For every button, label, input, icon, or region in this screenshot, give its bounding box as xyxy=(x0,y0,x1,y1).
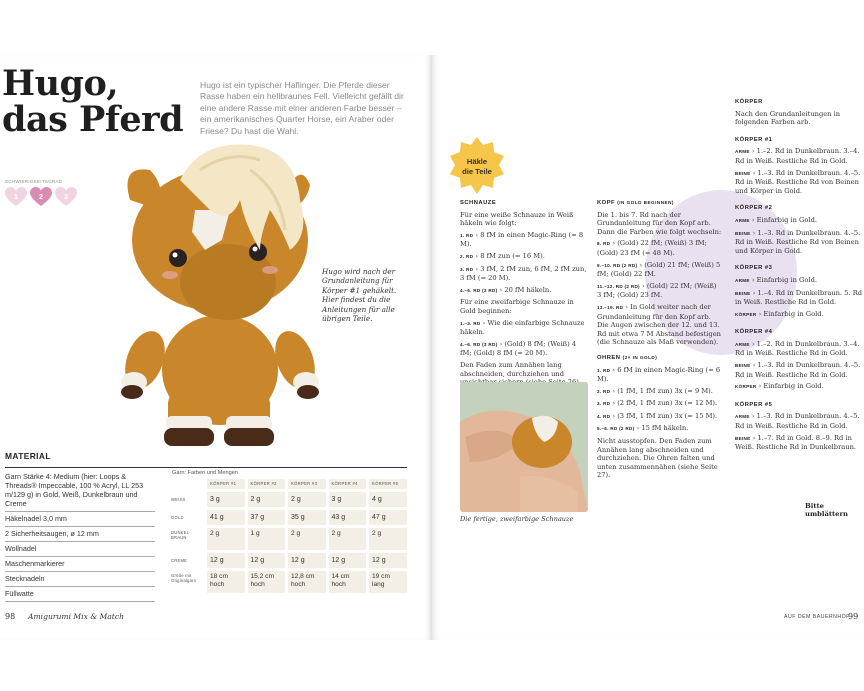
schnauze-row-separator: › xyxy=(497,339,505,348)
table-cell: 2 g xyxy=(288,492,326,507)
table-row-label: GOLD xyxy=(171,515,184,520)
title-line-1: Hugo, xyxy=(2,63,119,104)
table-cell: 2 g xyxy=(288,528,326,550)
koerper-line-part: ARME xyxy=(735,217,750,223)
koerper-line-text: 1.–2. Rd in Dunkelbraun. 3.–4. Rd in Weiß. Restliche Rd in Gold. xyxy=(735,147,860,165)
koerper-line-text: 1.–4. Rd in Dunkelbraun. 5. Rd in Weiß. Restliche Rd in Gold. xyxy=(735,288,863,307)
table-cell: 47 g xyxy=(369,510,407,525)
koerper-line xyxy=(735,289,863,307)
page-title xyxy=(2,63,184,140)
schnauze-row-text: (Gold) 8 fM; (Weiß) 4 fM; (Gold) 8 fM (= 20 M). xyxy=(460,339,577,358)
schnauze-row xyxy=(460,252,588,262)
snout-caption: Die fertige, zweifarbige Schnauze xyxy=(460,515,574,523)
ohren-row xyxy=(597,412,722,422)
koerper-line xyxy=(735,382,863,392)
kopf-heading-text: KOPF xyxy=(597,200,616,206)
koerper-line xyxy=(735,147,863,165)
difficulty-rating xyxy=(5,187,77,207)
table-header: KÖRPER #2 xyxy=(248,479,286,489)
schnauze-row-text: 8 fM zun (= 16 M). xyxy=(480,251,545,260)
table-cell: 2 g xyxy=(329,528,367,550)
kopf-row-separator: › xyxy=(623,302,631,311)
badge-line-2: die Teile xyxy=(462,166,492,176)
koerper-line-part: KÖRPER xyxy=(735,384,757,390)
material-heading: MATERIAL xyxy=(5,451,51,461)
ohren-row-separator: › xyxy=(634,424,642,433)
kopf-row xyxy=(597,282,722,300)
kopf-row-text: (Gold) 22 fM; (Weiß) 3 fM; (Gold) 23 fM. xyxy=(597,281,717,300)
koerper-line-part: KÖRPER xyxy=(735,311,757,317)
koerper-line-text: Einfarbig in Gold. xyxy=(763,309,824,318)
table-cell: 12 g xyxy=(207,553,245,568)
material-item: Garn Stärke 4: Medium (hier: Loops & Threads® Impeccable, 100 % Acryl, LL 253 m/129 g) in Gold, Weiß, Dunkelbraun und Creme xyxy=(5,470,155,512)
kopf-row-round: 13.–19. RD xyxy=(597,304,624,310)
koerper-line-separator: › xyxy=(750,168,758,177)
koerper-line-text: 1.–3. Rd in Dunkelbraun. 4.–5. Rd in Weiß. Restliche Rd von Beinen und Körper in Gold. xyxy=(735,168,861,195)
section-title-footer: AUF DEM BAUERNHOF xyxy=(784,614,850,620)
ohren-row xyxy=(597,399,722,409)
kopf-row-round: 8. RD xyxy=(597,241,611,247)
koerper-line xyxy=(735,434,863,452)
table-row-label: WEISS xyxy=(171,497,186,502)
kopf-intro: Die 1. bis 7. Rd nach der Grundanleitung für den Kopf arb. Dann die Farben wie folgt wechseln: xyxy=(597,210,722,236)
koerper-section xyxy=(735,401,863,452)
koerper-line-text: 1.–3. Rd in Dunkelbraun. 4.–5. Rd in Weiß. Restliche Rd in Gold. xyxy=(735,412,860,431)
kopf-row-text: (Gold) 22 fM; (Weiß) 3 fM; (Gold) 23 fM (= 48 M). xyxy=(597,239,707,257)
snout-photo-drawing xyxy=(460,382,588,512)
schnauze-rows xyxy=(460,231,588,296)
koerper-line-separator: › xyxy=(749,339,757,348)
table-corner xyxy=(168,479,204,489)
intro-paragraph: Hugo ist ein typischer Haflinger. Die Pferde dieser Rasse haben ein hellbraunes Fell. Vielleicht gefällt dir eine andere Rasse mit einer anderen Farbe besser – ein amerikanisches Quarter Horse, ein Araber oder Friese? Du hast die Wahl. xyxy=(200,80,404,136)
koerper-line-part: ARME xyxy=(735,414,750,420)
schnauze-row xyxy=(460,231,588,249)
koerper-line-separator: › xyxy=(749,215,757,224)
table-cell: 3 g xyxy=(329,492,367,507)
koerper-line-text: Einfarbig in Gold. xyxy=(756,275,817,284)
difficulty-level-text: 3 xyxy=(64,193,68,201)
table-cell: 3 g xyxy=(207,492,245,507)
koerper-section xyxy=(735,264,863,319)
schnauze-row xyxy=(460,319,588,337)
koerper-section-title: KÖRPER #5 xyxy=(735,401,773,408)
table-cell: 12 g xyxy=(329,553,367,568)
difficulty-level-text: 1 xyxy=(14,193,18,201)
ohren-row-round: 5.–6. RD (2 RD) xyxy=(597,426,635,432)
koerper-line-text: 1.–3. Rd in Dunkelbraun. 4.–5. Rd in Weiß. Restliche Rd in Gold. xyxy=(735,361,861,379)
table-row-label: CREME xyxy=(171,558,188,563)
table-cell: 43 g xyxy=(329,510,367,525)
table-cell: 14 cm hoch xyxy=(329,571,367,593)
snout-photo xyxy=(460,382,588,512)
table-cell: 12,8 cm hoch xyxy=(288,571,326,593)
ohren-row xyxy=(597,424,722,434)
ohren-row xyxy=(597,387,722,397)
ohren-row-round: 1. RD xyxy=(597,367,611,373)
photo-caption: Hugo wird nach der Grundanleitung für Körper #1 gehäkelt. Hier findest du die Anleitungen für alle übrigen Teile. xyxy=(322,267,397,324)
kopf-row xyxy=(597,239,722,257)
table-cell: 2 g xyxy=(369,528,407,550)
schnauze-intro: Für eine weiße Schnauze in Weiß häkeln wie folgt: xyxy=(460,210,574,228)
material-rule xyxy=(5,467,407,468)
material-item: Wollnadel xyxy=(5,542,155,557)
koerper-line-separator: › xyxy=(749,275,757,284)
ohren-row-separator: › xyxy=(610,399,618,408)
ohren-heading-text: OHREN xyxy=(597,354,621,361)
koerper-line xyxy=(735,216,863,226)
table-cell: 12 g xyxy=(248,553,286,568)
koerper-section xyxy=(735,136,863,196)
table-cell: 41 g xyxy=(207,510,245,525)
ohren-row-text: (1 fM, 1 fM zun) 3x (= 9 M). xyxy=(617,386,713,395)
table-cell: 35 g xyxy=(288,510,326,525)
ohren-heading-note: (2× IN GOLD) xyxy=(622,354,658,360)
koerper-heading: KÖRPER xyxy=(735,99,763,105)
ohren-outro: Nicht ausstopfen. Den Faden zum Annähen lang abschneiden und durchziehen. Die Ohren falten und unten zusammennähen (siehe Seite 27). xyxy=(597,437,718,480)
koerper-line-part: BEINE xyxy=(735,363,751,369)
table-cell: 37 g xyxy=(248,510,286,525)
schnauze-row-round: 1. RD xyxy=(460,232,474,238)
table-row-label: Größe mit Originalgarn xyxy=(171,573,197,583)
ohren-row-text: 15 fM häkeln. xyxy=(641,424,689,433)
koerper-line-part: ARME xyxy=(735,149,750,155)
difficulty-heart-icon xyxy=(5,187,27,207)
difficulty-label: SCHWIERIGKEITSGRAD xyxy=(5,179,63,184)
schnauze-row-text: 20 fM häkeln. xyxy=(504,285,552,294)
schnauze-row xyxy=(460,265,588,283)
schnauze-row-separator: › xyxy=(497,285,505,294)
table-cell: 4 g xyxy=(369,492,407,507)
table-cell: 12 g xyxy=(288,553,326,568)
schnauze-row-separator: › xyxy=(480,318,488,327)
ohren-row-text: (2 fM, 1 fM zun) 3x (= 12 M). xyxy=(617,399,718,408)
koerper-line-separator: › xyxy=(749,412,757,421)
koerper-line xyxy=(735,276,863,286)
material-item: Maschenmarkierer xyxy=(5,557,155,572)
kopf-row-round: 9.–10. RD (2 RD) xyxy=(597,262,638,268)
koerper-section-title: KÖRPER #3 xyxy=(735,265,773,272)
schnauze-row-text: 8 fM in einen Magic-Ring (= 8 M). xyxy=(460,230,584,249)
koerper-line-part: ARME xyxy=(735,277,750,283)
schnauze-row-round: 2. RD xyxy=(460,253,474,259)
ohren-row-round: 4. RD xyxy=(597,413,611,419)
koerper-column xyxy=(735,98,863,461)
table-header: KÖRPER #4 xyxy=(329,479,367,489)
schnauze-row-separator: › xyxy=(473,264,481,273)
koerper-line-part: ARME xyxy=(735,341,750,347)
badge-line-1: Häkle xyxy=(466,157,488,166)
table-cell: 1 g xyxy=(248,528,286,550)
koerper-line-text: Einfarbig in Gold. xyxy=(763,382,824,391)
koerper-line xyxy=(735,229,863,256)
ohren-row-text: 6 fM in einen Magic-Ring (= 6 M). xyxy=(597,365,721,384)
ohren-row-separator: › xyxy=(610,386,618,395)
kopf-row-text: (Gold) 21 fM; (Weiß) 5 fM; (Gold) 22 fM. xyxy=(597,260,721,279)
yarn-table-caption: Garn: Farben und Mengen xyxy=(172,470,238,476)
schnauze-row-separator: › xyxy=(473,251,481,260)
koerper-line xyxy=(735,169,863,196)
koerper-line xyxy=(735,361,863,379)
koerper-line-text: Einfarbig in Gold. xyxy=(756,215,817,224)
schnauze-outro: Den Faden zum Annähen lang abschneiden, durchziehen und xyxy=(460,360,565,378)
badge-text xyxy=(448,157,506,176)
difficulty-level-text: 2 xyxy=(39,193,43,201)
koerper-line-separator: › xyxy=(750,433,758,442)
ohren-row-round: 2. RD xyxy=(597,388,611,394)
kopf-rows xyxy=(597,239,722,347)
table-row-label: DUNKEL-BRAUN xyxy=(171,530,191,540)
kopf-row xyxy=(597,303,722,347)
schnauze-column xyxy=(460,199,588,398)
table-cell: 15,2 cm hoch xyxy=(248,571,286,593)
koerper-line-text: 1.–7. Rd in Gold. 8.–9. Rd in Weiß. Restliche Rd in Dunkelbraun. xyxy=(735,433,857,452)
koerper-line-part: BEINE xyxy=(735,170,751,176)
kopf-row-separator: › xyxy=(639,281,647,290)
schnauze-row-round: 4.–6. RD (3 RD) xyxy=(460,341,498,347)
koerper-line xyxy=(735,310,863,320)
koerper-section xyxy=(735,328,863,392)
koerper-line-separator: › xyxy=(756,309,764,318)
schnauze-row-separator: › xyxy=(473,230,481,239)
yarn-table-grid xyxy=(168,479,407,593)
koerper-section-title: KÖRPER #2 xyxy=(735,205,773,212)
koerper-section xyxy=(735,204,863,255)
material-item: Häkelnadel 3,0 mm xyxy=(5,512,155,527)
schnauze-row-text: Wie die einfarbige Schnauze häkeln. xyxy=(460,318,585,337)
schnauze-row-round: 3. RD xyxy=(460,266,474,272)
ohren-rows xyxy=(597,366,722,435)
koerper-line-part: BEINE xyxy=(735,290,751,296)
material-item: Stecknadeln xyxy=(5,572,155,587)
kopf-column xyxy=(597,199,722,483)
next-page-note: Bitte umblättern xyxy=(805,502,848,518)
kopf-row-separator: › xyxy=(637,260,645,269)
koerper-line-separator: › xyxy=(750,288,758,297)
title-line-2: das Pferd xyxy=(2,99,184,140)
ohren-row xyxy=(597,366,722,384)
schnauze-heading: SCHNAUZE xyxy=(460,200,497,206)
koerper-line-text: 1.–3. Rd in Dunkelbraun. 4.–5. Rd in Weiß. Restliche Rd von Beinen und Körper in Gold. xyxy=(735,228,861,255)
koerper-line-separator: › xyxy=(756,382,764,391)
koerper-line-part: BEINE xyxy=(735,435,751,441)
table-header: KÖRPER #1 xyxy=(207,479,245,489)
kopf-row xyxy=(597,261,722,279)
kopf-row-text: In Gold weiter nach der Grundanleitung für den Kopf arb. Die Augen zwischen der 12. und 13. Rd mit etwa 7 M Abstand befestigen (die Schnauze als Maß verwenden). xyxy=(597,302,721,347)
ohren-row-separator: › xyxy=(610,411,618,420)
koerper-intro: Nach den Grundanleitungen in folgenden Farben arb. xyxy=(735,109,841,127)
page-number-left: 98 xyxy=(5,612,16,621)
table-header: KÖRPER #3 xyxy=(288,479,326,489)
koerper-line-separator: › xyxy=(749,147,757,156)
koerper-section-title: KÖRPER #1 xyxy=(735,136,773,143)
horse-amigurumi-photo xyxy=(110,140,345,455)
kopf-heading-note: (IN GOLD BEGINNEN) xyxy=(617,200,674,205)
kopf-heading xyxy=(597,199,722,208)
table-cell: 12 g xyxy=(369,553,407,568)
koerper-line-text: 1.–2. Rd in Dunkelbraun. 3.–4. Rd in Weiß. Restliche Rd in Gold. xyxy=(735,339,860,358)
koerper-line xyxy=(735,412,863,430)
koerper-line-separator: › xyxy=(750,361,758,370)
material-item: 2 Sicherheitsaugen, ø 12 mm xyxy=(5,527,155,542)
ohren-row-text: (3 fM, 1 fM zun) 3x (= 15 M). xyxy=(617,411,718,420)
material-item: Füllwatte xyxy=(5,587,155,602)
koerper-section-title: KÖRPER #4 xyxy=(735,329,773,336)
table-cell: 2 g xyxy=(248,492,286,507)
page-number-right: 99 xyxy=(848,612,859,621)
yarn-table xyxy=(168,470,407,593)
schnauze-row-round: 4.–6. RD (3 RD) xyxy=(460,287,498,293)
schnauze-rows-2 xyxy=(460,319,588,358)
table-cell: 18 cm hoch xyxy=(207,571,245,593)
koerper-line-separator: › xyxy=(750,228,758,237)
ohren-heading xyxy=(597,354,722,363)
koerper-line xyxy=(735,340,863,358)
schnauze-intro-2: Für eine zweifarbige Schnauze in Gold beginnen: xyxy=(460,298,574,315)
schnauze-row xyxy=(460,286,588,296)
difficulty-heart-icon xyxy=(30,187,52,207)
material-list xyxy=(5,470,155,602)
schnauze-row-round: 1.–3. RD xyxy=(460,320,481,326)
ohren-row-round: 3. RD xyxy=(597,401,611,407)
kopf-row-round: 11.–12. RD (2 RD) xyxy=(597,283,640,289)
koerper-sections xyxy=(735,136,863,452)
schnauze-row xyxy=(460,340,588,358)
table-header: KÖRPER #5 xyxy=(369,479,407,489)
ohren-row-separator: › xyxy=(610,365,618,374)
book-title-footer: Amigurumi Mix & Match xyxy=(28,612,125,621)
difficulty-heart-icon xyxy=(55,187,77,207)
table-cell: 2 g xyxy=(207,528,245,550)
kopf-row-separator: › xyxy=(610,239,618,248)
table-cell: 19 cm lang xyxy=(369,571,407,593)
koerper-line-part: BEINE xyxy=(735,230,751,236)
schnauze-row-text: 3 fM, 2 fM zun, 6 fM, 2 fM zun, 3 fM (= 20 M). xyxy=(460,264,587,283)
